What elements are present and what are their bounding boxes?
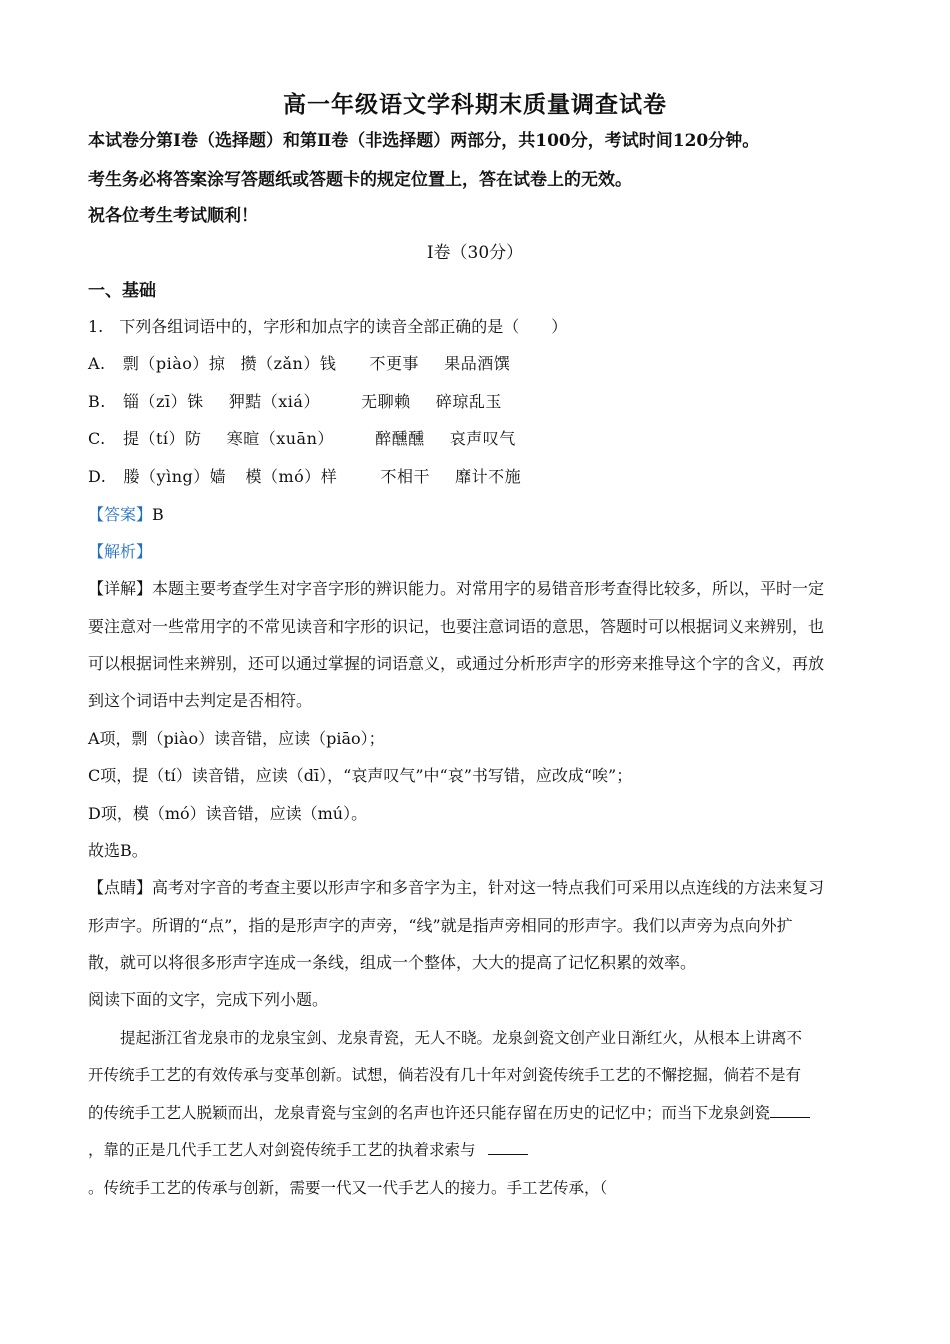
option-label: C. xyxy=(88,429,106,448)
item-d: D项，模（mó）读音错，应读（mú）。 xyxy=(88,804,368,823)
option-part: 寒暄（xuān） xyxy=(226,429,334,448)
intro-line-3: 祝各位考生考试顺利！ xyxy=(88,206,258,226)
option-part: 果品酒馔 xyxy=(444,354,511,373)
tip-line-1 xyxy=(88,877,824,899)
answer-value: B xyxy=(152,505,164,524)
option-part: 不更事 xyxy=(369,354,420,373)
exam-title: 高一年级语文学科期末质量调查试卷 xyxy=(283,91,667,118)
option-part: 媵（yìng）嫱 xyxy=(123,467,227,486)
detail-line-2: 要注意对一些常用字的不常见读音和字形的识记，也要注意词语的意思，答题时可以根据词义来辨别，也 xyxy=(88,617,825,636)
detail-line-3: 可以根据词性来辨别，还可以通过掌握的词语意义，或通过分析形声字的形旁来推导这个字的含义，再放 xyxy=(88,654,825,673)
passage-line-3 xyxy=(88,1102,810,1124)
detail-line-4: 到这个词语中去判定是否相符。 xyxy=(88,691,313,710)
passage-line-5: 。传统手工艺的传承与创新，需要一代又一代手艺人的接力。手工艺传承，（ xyxy=(88,1179,608,1197)
option-c xyxy=(88,428,516,450)
tip-tag: 【点睛】 xyxy=(88,878,153,897)
question-1: 1. 下列各组词语中的，字形和加点字的读音全部正确的是（ ） xyxy=(88,317,568,336)
option-part: 模（mó）样 xyxy=(245,467,338,486)
fill-blank-2 xyxy=(488,1140,528,1155)
reading-instruction: 阅读下面的文字，完成下列小题。 xyxy=(88,990,329,1009)
item-c: C项，提（tí）读音错，应读（dī），“哀声叹气”中“哀”书写错，应改成“唉”； xyxy=(88,766,633,785)
intro-line-2: 考生务必将答案涂写答题纸或答题卡的规定位置上，答在试卷上的无效。 xyxy=(88,170,632,190)
detail-tag: 【详解】 xyxy=(88,579,153,598)
option-part: 狎黠（xiá） xyxy=(228,392,320,411)
tip-line-3: 散，就可以将很多形声字连成一条线，组成一个整体，大大的提高了记忆积累的效率。 xyxy=(88,953,697,972)
passage-line-1: 提起浙江省龙泉市的龙泉宝剑、龙泉青瓷，无人不晓。龙泉剑瓷文创产业日渐红火，从根本上讲离不 xyxy=(120,1029,803,1047)
option-part: 无聊赖 xyxy=(361,392,411,411)
analysis-tag: 【解析】 xyxy=(88,542,153,561)
volume-heading: Ⅰ卷（30分） xyxy=(426,243,524,263)
tip-line-2: 形声字。所谓的“点”，指的是形声字的声旁，“线”就是指声旁相同的形声字。我们以声旁为点向外扩 xyxy=(88,916,793,935)
option-part: 醉醺醺 xyxy=(375,429,425,448)
item-a: A项，剽（piào）读音错，应读（piāo）； xyxy=(88,729,385,748)
tip-text: 高考对字音的考查主要以形声字和多音字为主，针对这一特点我们可采用以点连线的方法来复习 xyxy=(152,878,825,897)
option-d xyxy=(88,466,521,488)
option-part: 剽（piào）掠 xyxy=(122,354,226,373)
passage-text: 的传统手工艺人脱颖而出，龙泉青瓷与宝剑的名声也许还只能存留在历史的记忆中；而当下龙泉剑瓷 xyxy=(88,1104,771,1122)
option-part: 锱（zī）铢 xyxy=(123,392,204,411)
passage-line-2: 开传统手工艺的有效传承与变革创新。试想，倘若没有几十年对剑瓷传统手工艺的不懈挖掘，倘若不是有 xyxy=(88,1066,802,1084)
option-label: D. xyxy=(88,467,107,486)
option-part: 哀声叹气 xyxy=(449,429,516,448)
option-b xyxy=(88,391,502,413)
option-part: 提（tí）防 xyxy=(122,429,202,448)
option-part: 碎琼乱玉 xyxy=(435,392,502,411)
intro-line-1: 本试卷分第Ⅰ卷（选择题）和第Ⅱ卷（非选择题）两部分，共100分，考试时间120分钟。 xyxy=(88,131,760,151)
detail-line-1 xyxy=(88,578,824,600)
option-part: 攒（zǎn）钱 xyxy=(240,354,337,373)
option-label: B. xyxy=(88,392,106,411)
passage-line-4 xyxy=(88,1139,528,1161)
option-part: 不相干 xyxy=(380,467,430,486)
detail-text: 本题主要考查学生对字音字形的辨识能力。对常用字的易错音形考查得比较多，所以，平时一定 xyxy=(152,579,825,598)
answer-line xyxy=(88,504,164,526)
option-a xyxy=(88,353,510,375)
option-part: 靡计不施 xyxy=(455,467,522,486)
passage-text: ，靠的正是几代手工艺人对剑瓷传统手工艺的执着求索与 xyxy=(88,1141,476,1159)
section-heading: 一、基础 xyxy=(88,281,156,301)
option-label: A. xyxy=(88,354,106,373)
fill-blank-1 xyxy=(770,1103,810,1118)
answer-tag: 【答案】 xyxy=(88,505,153,524)
conclusion: 故选B。 xyxy=(88,841,148,860)
